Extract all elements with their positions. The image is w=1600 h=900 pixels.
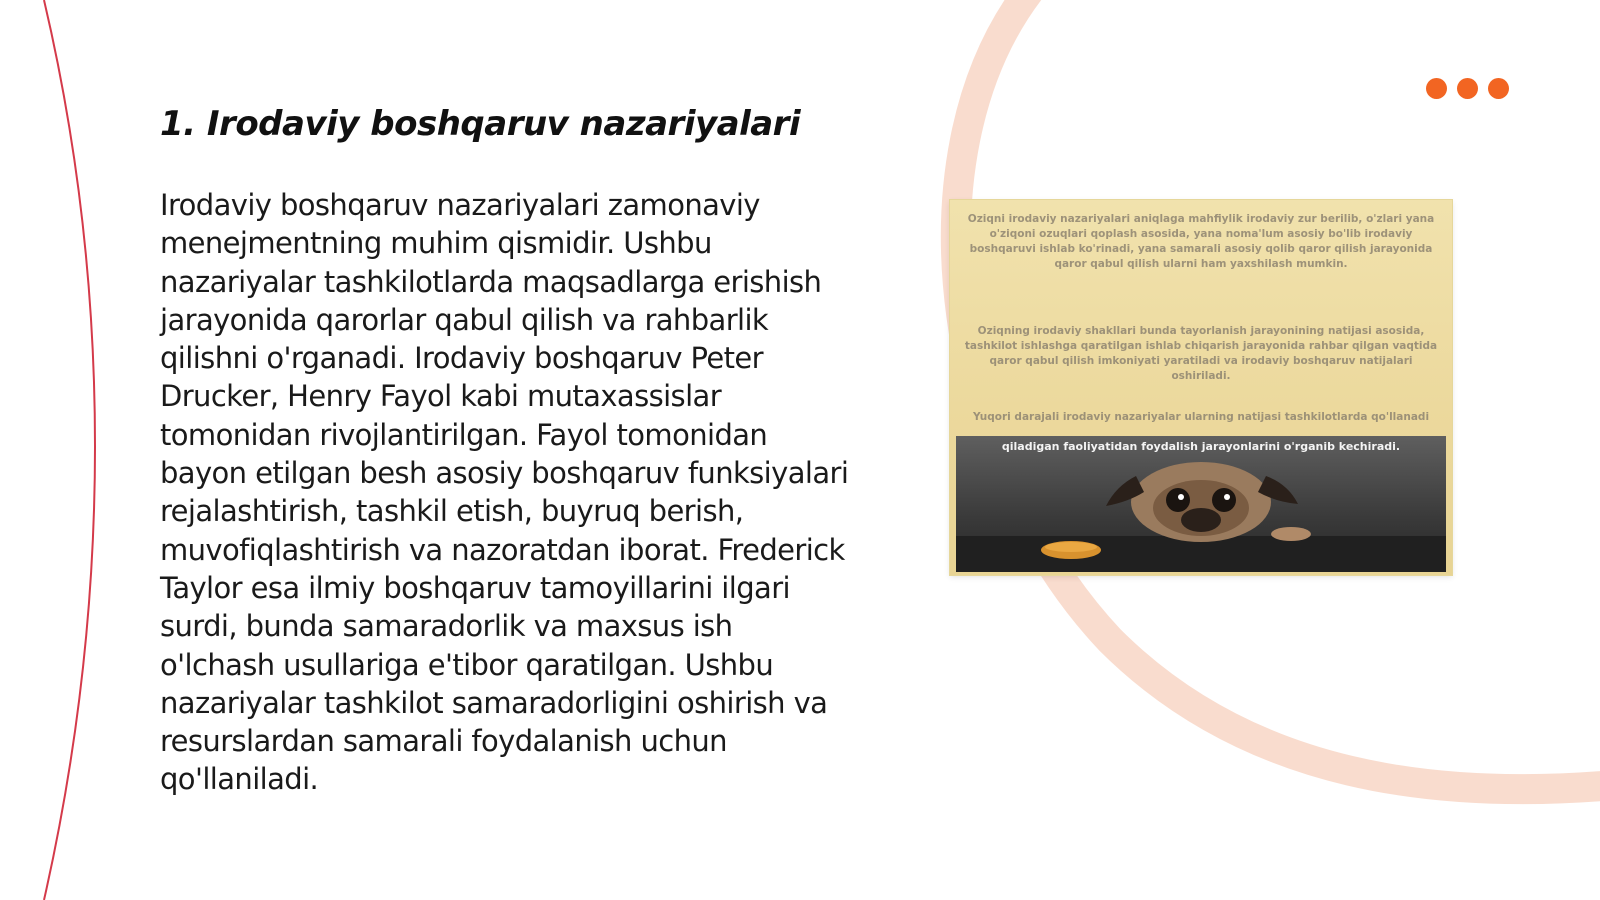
image-caption-1: Oziqni irodaviy nazariyalari aniqlaga mahfiylik irodaviy zur berilib, o'zlari yana o'ziqoni ozuqlari qoplash asosida, yana noma'lum asosiy bo'lib irodaviy boshqaruvi ishlab ko'rinadi, yana samarali asosiy qolib qaror qilish jarayonida qaror qabul qilish ularni ham yaxshilash mumkin. bbox=[967, 213, 1435, 270]
pug-dog-photo bbox=[956, 436, 1446, 572]
image-caption-3: Yuqori darajali irodaviy nazariyalar ularning natijasi tashkilotlarda qo'llanadi bbox=[972, 411, 1430, 423]
dot-icon bbox=[1426, 78, 1447, 99]
left-curve-line bbox=[44, 0, 95, 900]
ellipsis-dots-icon bbox=[1426, 78, 1509, 99]
slide-title: 1. Irodaviy boshqaruv nazariyalari bbox=[160, 104, 801, 144]
slide-body-text: Irodaviy boshqaruv nazariyalari zamonaviy menejmentning muhim qismidir. Ushbu nazariyalar tashkilotlarda maqsadlarga erishish jarayonida qarorlar qabul qilish va rahbarlik qilishni o'rganadi. Irodaviy boshqaruv Peter Drucker, Henry Fayol kabi mutaxassislar tomonidan rivojlantirilgan. Fayol tomonidan bayon etilgan besh asosiy boshqaruv funksiyalari rejalashtirish, tashkil etish, buyruq berish, muvofiqlashtirish va nazoratdan iborat. Frederick Taylor esa ilmiy boshqaruv tamoyillarini ilgari surdi, bunda samaradorlik va maxsus ish o'lchash usullariga e'tibor qaratilgan. Ushbu nazariyalar tashkilot samaradorligini oshirish va resurslardan samarali foydalanish uchun qo'llaniladi. bbox=[160, 188, 849, 797]
dot-icon bbox=[1488, 78, 1509, 99]
photo-caption: qiladigan faoliyatidan foydalish jarayonlarini o'rganib kechiradi. bbox=[1001, 440, 1401, 453]
illustration-image bbox=[950, 200, 1452, 575]
dot-icon bbox=[1457, 78, 1478, 99]
image-caption-2: Oziqning irodaviy shakllari bunda tayorlanish jarayonining natijasi asosida, tashkilot ishlashga qaratilgan ishlab chiqarish jarayonida rahbar qilgan vaqtida qaror qabul qilish imkoniyati yaratiladi va irodaviy boshqaruv natijalari oshiriladi. bbox=[964, 325, 1438, 382]
pug-illustration bbox=[956, 436, 1446, 572]
